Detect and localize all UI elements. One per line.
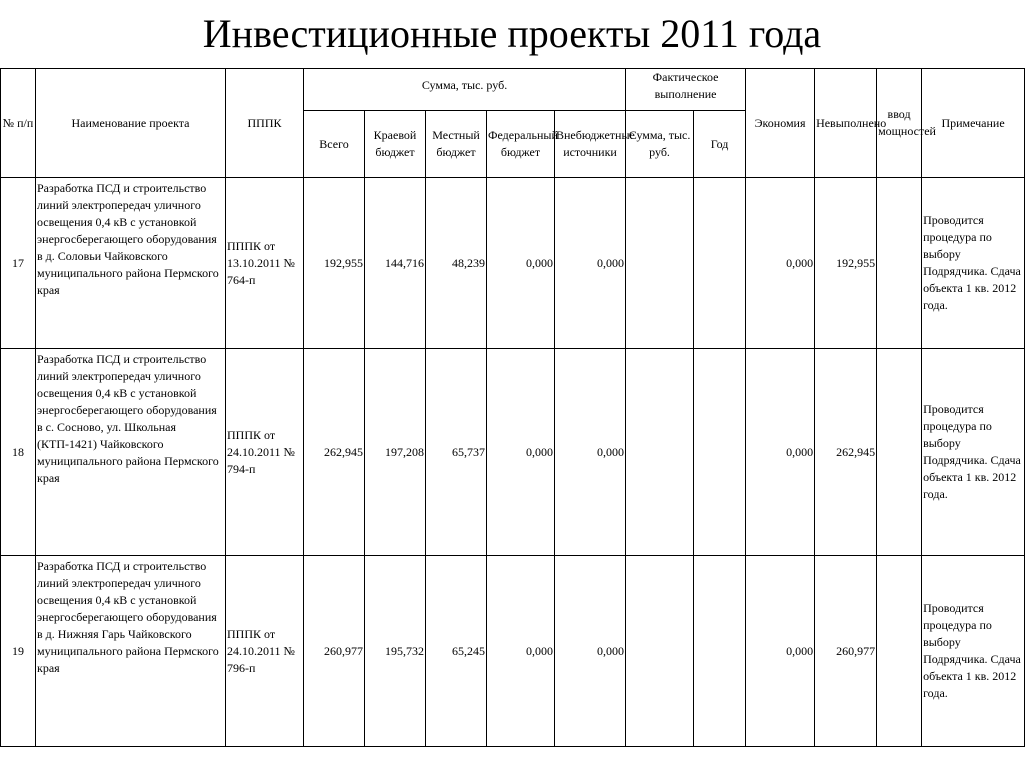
row-capacity: [877, 178, 922, 349]
row-offbudget: 0,000: [555, 349, 626, 556]
row-fact-year: [694, 349, 746, 556]
row-pppk: ПППК от 24.10.2011 № 796-п: [226, 556, 304, 747]
row-local: 65,245: [426, 556, 487, 747]
header-sum-group: Сумма, тыс. руб.: [304, 69, 626, 111]
row-project-name: Разработка ПСД и строительство линий электропередач уличного освещения 0,4 кВ с установкой энергосберегающего оборудования в с. Сосново, ул. Школьная (КТП-1421) Чайковского муниципального района Пермского края: [36, 349, 226, 556]
row-federal: 0,000: [487, 556, 555, 747]
header-pppk: ПППК: [226, 69, 304, 178]
table-row: [1, 178, 1025, 349]
header-fact-sum: Сумма, тыс. руб.: [626, 111, 694, 178]
row-pppk: ПППК от 13.10.2011 № 764-п: [226, 178, 304, 349]
header-note: Примечание: [922, 69, 1025, 178]
header-regional: Краевой бюджет: [365, 111, 426, 178]
table-row: [1, 556, 1025, 747]
row-num: 17: [1, 178, 36, 349]
header-local: Местный бюджет: [426, 111, 487, 178]
row-total: 262,945: [304, 349, 365, 556]
header-num: № п/п: [1, 69, 36, 178]
row-project-name: Разработка ПСД и строительство линий электропередач уличного освещения 0,4 кВ с установкой энергосберегающего оборудования в д. Нижняя Гарь Чайковского муниципального района Пермского края: [36, 556, 226, 747]
row-total: 192,955: [304, 178, 365, 349]
row-project-name: Разработка ПСД и строительство линий электропередач уличного освещения 0,4 кВ с установкой энергосберегающего оборудования в д. Соловьи Чайковского муниципального района Пермского края: [36, 178, 226, 349]
row-pppk: ПППК от 24.10.2011 № 794-п: [226, 349, 304, 556]
header-fact-year: Год: [694, 111, 746, 178]
row-note: Проводится процедура по выбору Подрядчика. Сдача объекта 1 кв. 2012 года.: [922, 556, 1025, 747]
row-local: 65,737: [426, 349, 487, 556]
table-row: [1, 349, 1025, 556]
row-note: Проводится процедура по выбору Подрядчика. Сдача объекта 1 кв. 2012 года.: [922, 349, 1025, 556]
header-unfulfilled: Невыполнено: [815, 69, 877, 178]
row-regional: 197,208: [365, 349, 426, 556]
row-unfulfilled: 260,977: [815, 556, 877, 747]
header-name: Наименование проекта: [36, 69, 226, 178]
row-fact-sum: [626, 556, 694, 747]
header-row-top: [1, 69, 1025, 111]
row-federal: 0,000: [487, 349, 555, 556]
row-regional: 144,716: [365, 178, 426, 349]
row-num: 19: [1, 556, 36, 747]
row-regional: 195,732: [365, 556, 426, 747]
row-economy: 0,000: [746, 178, 815, 349]
header-total: Всего: [304, 111, 365, 178]
row-fact-sum: [626, 349, 694, 556]
header-offbudget: Внебюджетные источники: [555, 111, 626, 178]
header-economy: Экономия: [746, 69, 815, 178]
row-economy: 0,000: [746, 556, 815, 747]
header-fact-group: Фактическое выполнение: [626, 69, 746, 111]
header-federal: Федеральный бюджет: [487, 111, 555, 178]
row-total: 260,977: [304, 556, 365, 747]
row-num: 18: [1, 349, 36, 556]
header-capacity: ввод мощностей: [877, 69, 922, 178]
row-unfulfilled: 262,945: [815, 349, 877, 556]
row-note: Проводится процедура по выбору Подрядчика. Сдача объекта 1 кв. 2012 года.: [922, 178, 1025, 349]
row-offbudget: 0,000: [555, 556, 626, 747]
row-fact-year: [694, 556, 746, 747]
row-fact-year: [694, 178, 746, 349]
page-title: Инвестиционные проекты 2011 года: [202, 11, 822, 56]
row-economy: 0,000: [746, 349, 815, 556]
row-fact-sum: [626, 178, 694, 349]
row-local: 48,239: [426, 178, 487, 349]
row-capacity: [877, 349, 922, 556]
row-capacity: [877, 556, 922, 747]
row-offbudget: 0,000: [555, 178, 626, 349]
row-unfulfilled: 192,955: [815, 178, 877, 349]
row-federal: 0,000: [487, 178, 555, 349]
investment-projects-table: [0, 68, 1025, 747]
